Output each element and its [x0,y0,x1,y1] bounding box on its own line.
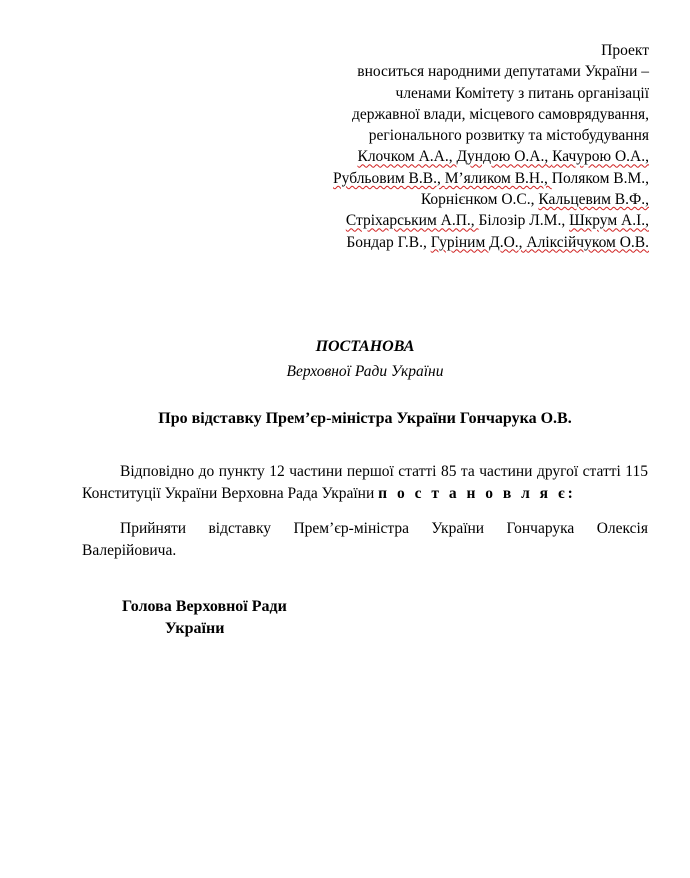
deputy-name: Стріхарським А.П., [345,212,479,230]
document-title: Про відставку Прем’єр-міністра України Гончарука О.В. [158,410,572,427]
deputy-name: Корнієнком О.С., [420,191,539,209]
document-type-heading: ПОСТАНОВА [315,338,415,355]
deputy-name: Кальцевим В.Ф., [538,191,649,209]
deputies-line-3 [229,189,649,210]
deputy-name: Білозір Л.М., [478,212,570,230]
submission-header [229,40,649,253]
submitted-by-line: вноситься народними депутатами України – [357,63,649,81]
deputies-line-2 [229,168,649,189]
deputies-line-1 [229,146,649,167]
committee-line-2: державної влади, місцевого самоврядування, [352,105,649,123]
deputy-name: Дундою О.А., [456,148,553,166]
committee-line-3: регіонального розвитку та містобудування [368,127,649,145]
resolution-operative-clause: Прийняти відставку Прем’єр-міністра України Гончарука Олексія Валерійовича. [82,520,648,559]
deputies-line-5 [229,232,649,253]
committee-line-1: членами Комітету з питань організації [395,84,649,102]
document-issuer: Верховної Ради України [286,363,444,380]
deputy-name: Клочком А.А., [357,148,457,166]
deputy-name: Рубльовим В.В., [333,169,445,187]
deputy-name: Бондар Г.В., [346,233,431,251]
signatory-title-line-1: Голова Верховної Ради [122,598,287,615]
signature-block [122,596,287,640]
draft-status: Проект [601,42,649,59]
deputies-line-4 [229,210,649,231]
preamble-text: Відповідно до пункту 12 частини першої статті 85 та частини другої статті 115 Конституції України Верховна Рада України [82,463,648,502]
deputy-name: М’яликом В.Н., [444,169,552,187]
deputy-name: Аліксійчуком О.В. [526,233,649,251]
deputy-name: Шкрум А.І., [569,212,649,230]
deputy-name: Качурою О.А., [552,148,649,166]
signatory-title-line-2: України [165,620,225,637]
resolves-keyword: п о с т а н о в л я є: [378,485,576,502]
deputy-name: Поляком В.М., [551,169,649,187]
deputy-name: Гуріним Д.О., [430,233,527,251]
resolution-preamble [82,461,648,505]
